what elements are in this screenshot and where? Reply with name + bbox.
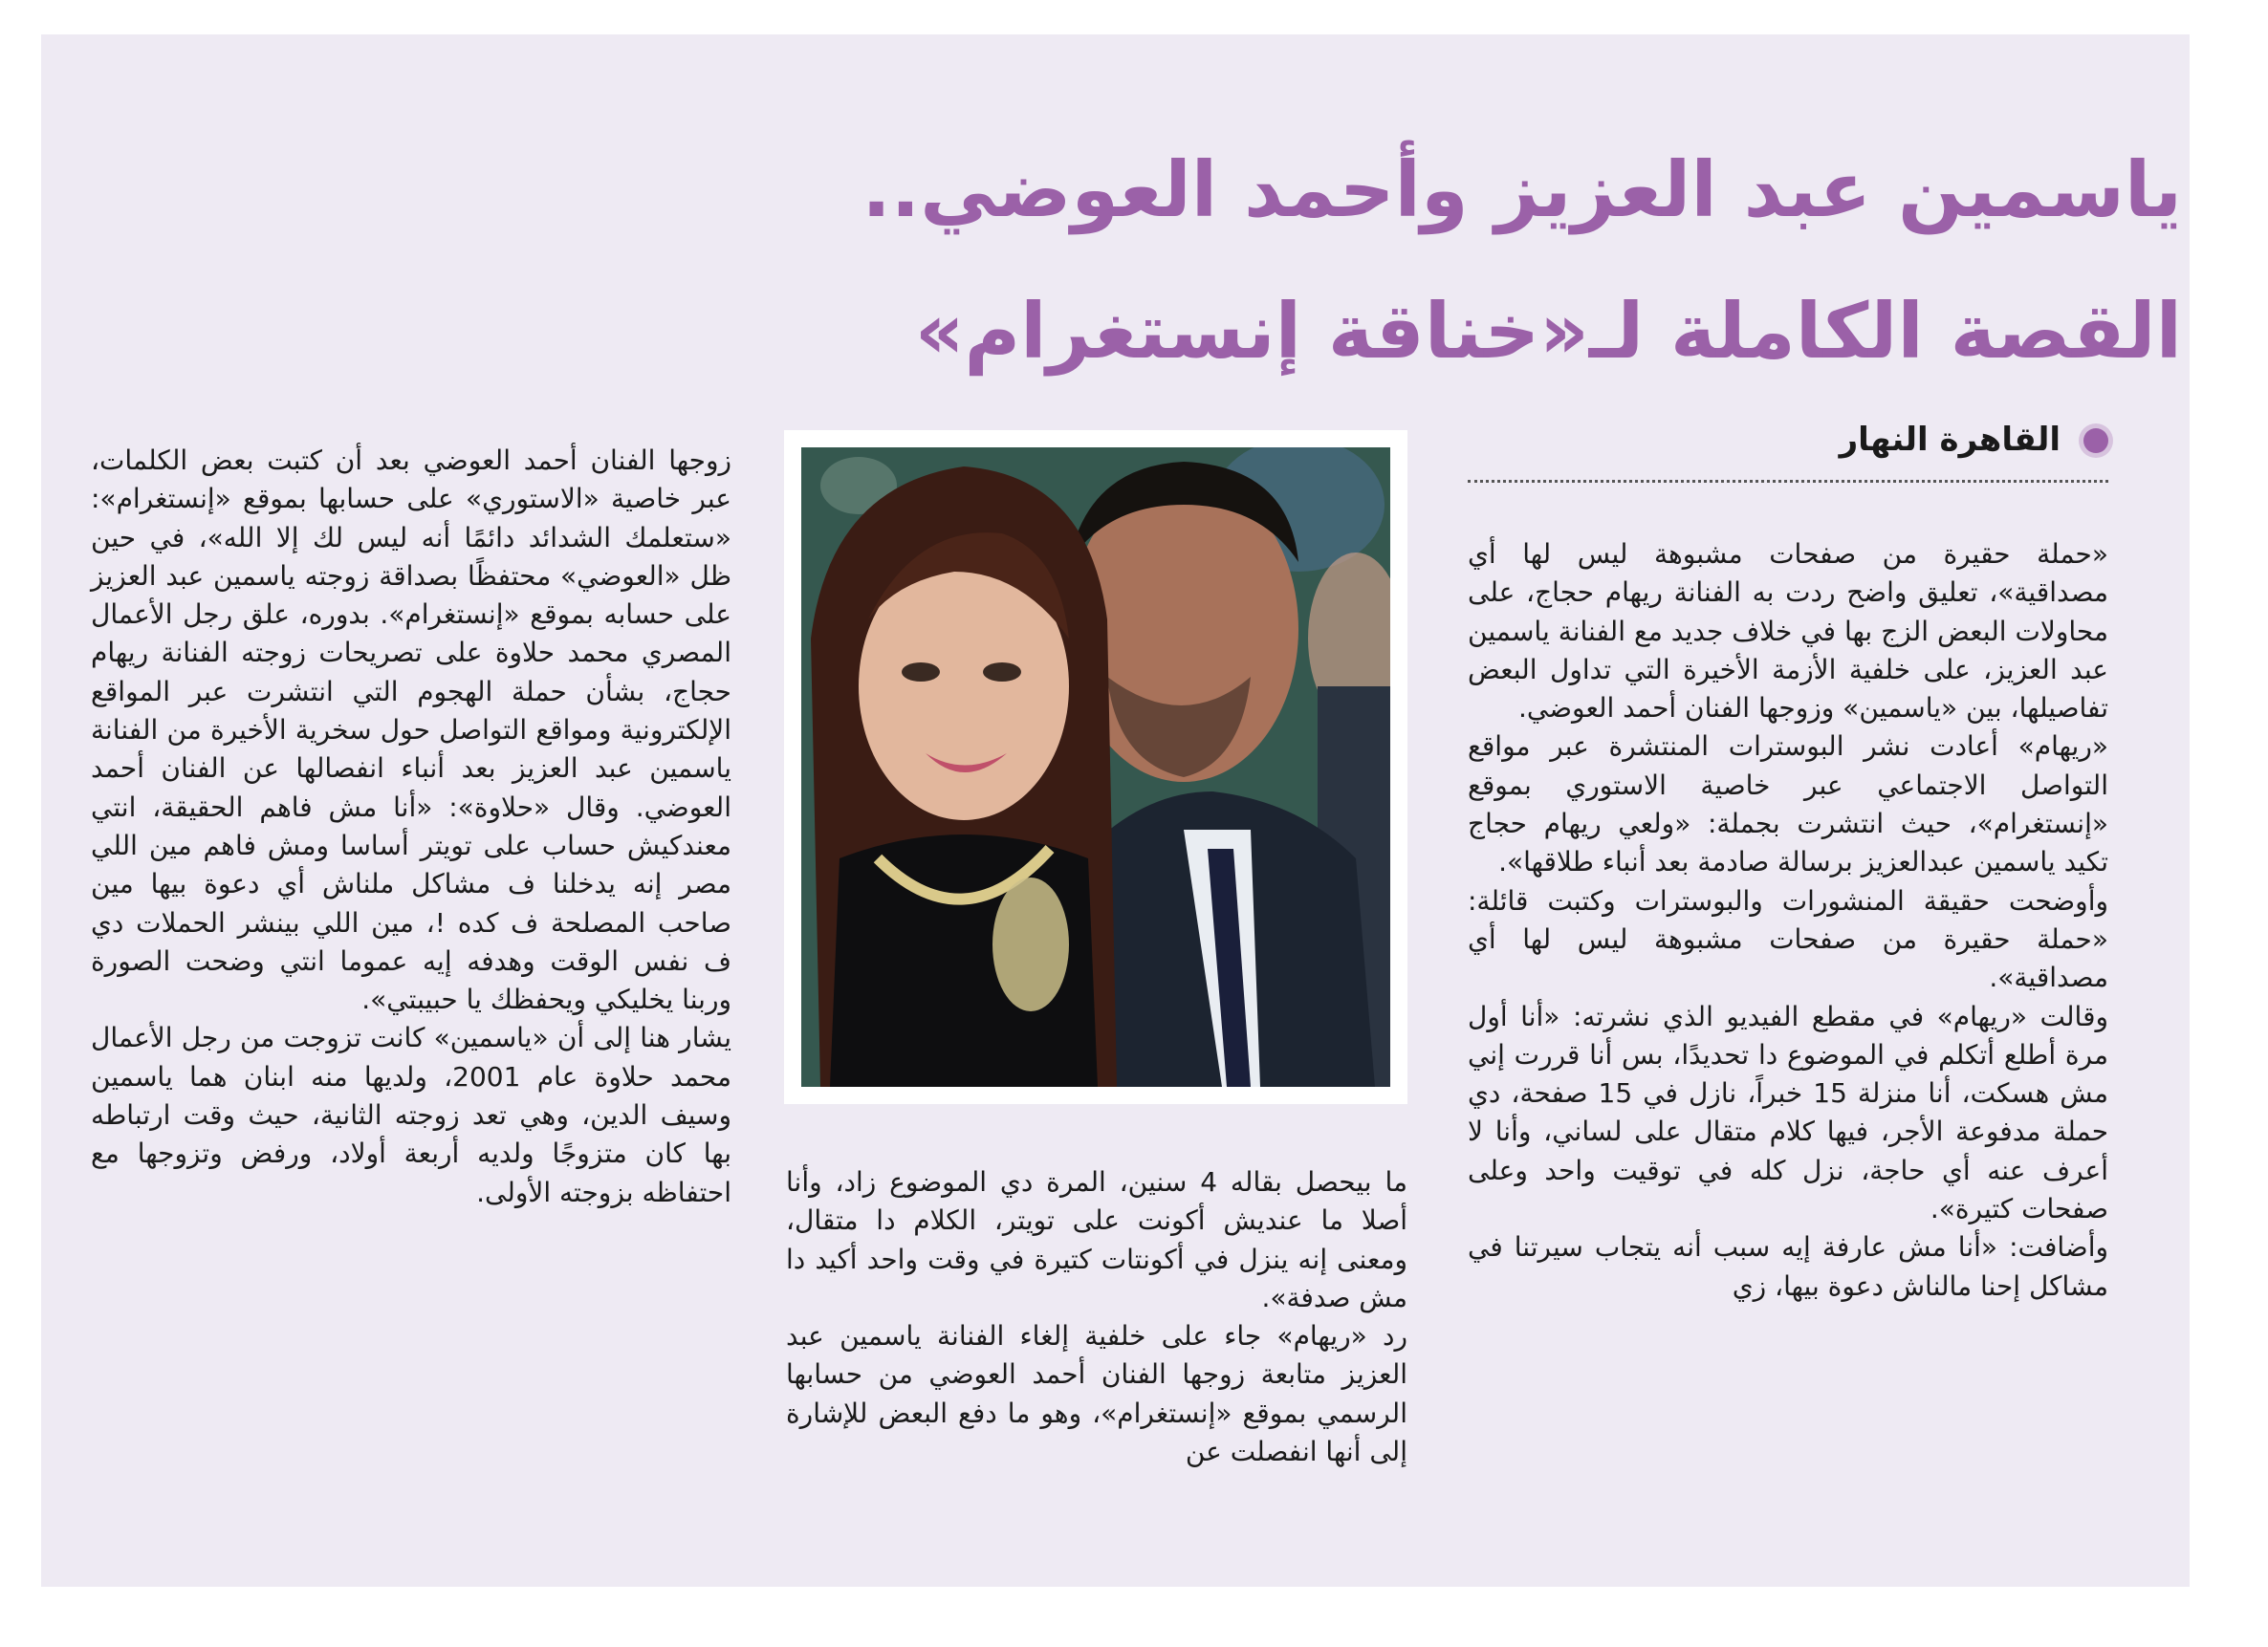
- headline-line-1: ياسمين عبد العزيز وأحمد العوضي..: [861, 145, 2182, 234]
- photo-frame: [784, 430, 1407, 1104]
- paragraph: وأضافت: «أنا مش عارفة إيه سبب أنه يتجاب سيرتنا في مشاكل إحنا مالناش دعوة بيها، زي: [1468, 1231, 2108, 1302]
- byline-source: القاهرة النهار: [1839, 421, 2061, 459]
- paragraph: رد «ريهام» جاء على خلفية إلغاء الفنانة ياسمين عبد العزيز متابعة زوجها الفنان أحمد العوضي من حسابها الرسمي بموقع «إنستغرام»، وهو ما دفع البعض للإشارة إلى أنها انفصلت عن: [786, 1320, 1407, 1468]
- article-headline: [509, 119, 2182, 402]
- paragraph: زوجها الفنان أحمد العوضي بعد أن كتبت بعض الكلمات، عبر خاصية «الاستوري» على حسابها بموقع «إنستغرام»: «ستعلمك الشدائد دائمًا أنه ليس لك إلا الله»، في حين ظل «العوضي» محتفظًا بصداقة زوجته ياسمين عبد العزيز على حسابه بموقع «إنستغرام». بدوره، علق رجل الأعمال المصري محمد حلاوة على تصريحات زوجته الفنانة ريهام حجاج، بشأن حملة الهجوم التي انتشرت عبر المواقع الإلكترونية ومواقع التواصل حول سخرية الأخيرة من الفنانة ياسمين عبد العزيز بعد أنباء انفصالها عن الفنان أحمد العوضي. وقال «حلاوة»: «أنا مش فاهم الحقيقة، انتي معندكيش حساب على تويتر أساسا ومش فاهم مين اللي مصر إنه يدخلنا ف مشاكل ملناش أي دعوة بيها مين صاحب المصلحة ف كده !، مين اللي بينشر الحملات دي ف نفس الوقت وهدفه إيه عموما انتي وضحت الصورة وربنا يخليكي ويحفظك يا حبيبتي».: [91, 444, 731, 1016]
- headline-line-2: القصة الكاملة لـ«خناقة إنستغرام»: [914, 287, 2182, 376]
- byline: [1468, 421, 2108, 483]
- article-column-right: [1468, 535, 2108, 1306]
- paragraph: يشار هنا إلى أن «ياسمين» كانت تزوجت من رجل الأعمال محمد حلاوة عام 2001، ولديها منه ابنان هما ياسمين وسيف الدين، وهي تعد زوجته الثانية، حيث وقت ارتباطه بها كان متزوجًا ولديه أربعة أولاد، ورفض وتزوجها مع احتفاظه بزوجته الأولى.: [91, 1022, 731, 1208]
- article-column-left: [91, 442, 731, 1212]
- paragraph: وقالت «ريهام» في مقطع الفيديو الذي نشرته: «أنا أول مرة أطلع أتكلم في الموضوع دا تحديدًا، بس أنا قررت إني مش هسكت، أنا منزلة 15 خبراً، نازل في 15 صفحة، دي حملة مدفوعة الأجر، فيها كلام متقال على لساني، وأنا لا أعرف عنه أي حاجة، نزل كله في توقيت واحد وعلى صفحات كتيرة».: [1468, 1000, 2109, 1225]
- paragraph: ما بيحصل بقاله 4 سنين، المرة دي الموضوع زاد، وأنا أصلا ما عنديش أكونت على تويتر، الكلام دا متقال، ومعنى إنه ينزل في أكونتات كتيرة في وقت واحد أكيد دا مش صدفة».: [786, 1166, 1407, 1313]
- couple-selfie-photo: [801, 447, 1390, 1087]
- article-column-middle: [786, 1163, 1407, 1471]
- paragraph: «حملة حقيرة من صفحات مشبوهة ليس لها أي مصداقية»، تعليق واضح ردت به الفنانة ريهام حجاج، على محاولات البعض الزج بها في خلاف جديد مع الفنانة ياسمين عبد العزيز، على خلفية الأزمة الأخيرة التي تداول البعض تفاصيلها، بين «ياسمين» وزوجها الفنان أحمد العوضي.: [1468, 538, 2108, 725]
- paragraph: وأوضحت حقيقة المنشورات والبوسترات وكتبت قائلة: «حملة حقيرة من صفحات مشبوهة ليس لها أي مصداقية».: [1468, 884, 2108, 994]
- paragraph: «ريهام» أعادت نشر البوسترات المنتشرة عبر مواقع التواصل الاجتماعي عبر خاصية الاستوري بموقع «إنستغرام»، حيث انتشرت بجملة: «ولعي ريهام حجاج تكيد ياسمين عبدالعزيز برسالة صادمة بعد أنباء طلاقها».: [1468, 730, 2108, 878]
- bullet-icon: [2083, 428, 2108, 453]
